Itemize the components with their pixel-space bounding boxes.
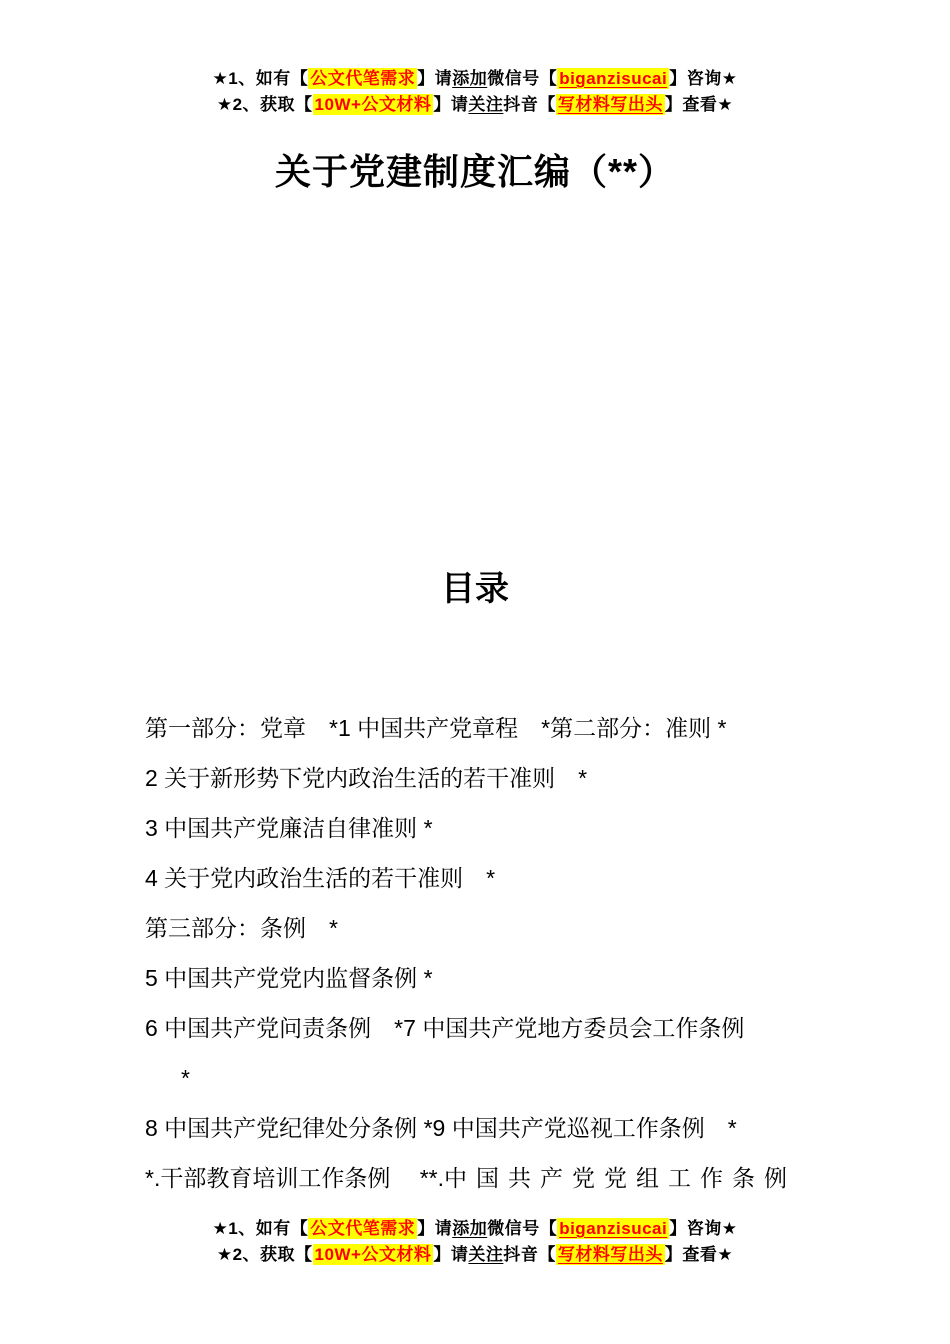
promo-segment: ★1、如有【	[212, 1219, 309, 1238]
page-title: 关于党建制度汇编（**）	[274, 151, 676, 192]
toc-line-text: 4 关于党内政治生活的若干准则 *	[145, 865, 496, 891]
promo-segment: ★1、如有【	[212, 69, 309, 88]
promo-segment: 添加	[452, 1219, 488, 1238]
promo-segment: 】请	[433, 1245, 469, 1264]
toc-line-text: 6 中国共产党问责条例 *7 中国共产党地方委员会工作条例	[145, 1015, 745, 1041]
promo-segment: 】咨询★	[669, 69, 738, 88]
promo-segment: biganzisucai	[559, 69, 668, 88]
toc-line	[145, 953, 835, 1003]
toc-line-text: *.干部教育培训工作条例 **.	[145, 1165, 445, 1191]
toc-list	[145, 703, 835, 1203]
promo-segment: 】查看★	[664, 1245, 734, 1264]
promo-segment: 抖音【	[503, 1245, 556, 1264]
toc-line-text: 第三部分：条例 *	[145, 915, 338, 941]
promo-header-line-2	[0, 92, 950, 118]
promo-segment: 】请	[417, 1219, 453, 1238]
promo-segment: 写材料写出头	[557, 95, 663, 114]
promo-segment: 关注	[468, 95, 504, 114]
promo-segment: 抖音【	[503, 95, 556, 114]
promo-segment: 10W+公文材料	[314, 95, 432, 114]
toc-line-text: *	[181, 1065, 190, 1091]
promo-segment: ★2、获取【	[216, 95, 313, 114]
toc-line	[145, 853, 835, 903]
promo-segment: 10W+公文材料	[314, 1245, 432, 1264]
promo-segment: ★2、获取【	[216, 1245, 313, 1264]
promo-footer-line-1	[0, 1216, 950, 1242]
promo-segment: 】咨询★	[669, 1219, 738, 1238]
toc-line-text: 2 关于新形势下党内政治生活的若干准则 *	[145, 765, 588, 791]
toc-line	[145, 1153, 835, 1203]
promo-segment: 添加	[452, 69, 488, 88]
promo-header	[0, 66, 950, 118]
toc-line	[145, 1003, 835, 1053]
promo-segment: biganzisucai	[559, 1219, 668, 1238]
promo-segment: 微信号【	[487, 1219, 558, 1238]
promo-segment: 微信号【	[487, 69, 558, 88]
toc-heading: 目录	[441, 570, 509, 608]
toc-line	[145, 1103, 835, 1153]
promo-segment: 】请	[433, 95, 469, 114]
promo-segment: 关注	[468, 1245, 504, 1264]
toc-line	[145, 803, 835, 853]
toc-line	[145, 703, 835, 753]
promo-segment: 公文代笔需求	[310, 69, 416, 88]
toc-line-text: 5 中国共产党党内监督条例 *	[145, 965, 433, 991]
toc-line	[145, 1053, 835, 1103]
promo-segment: 公文代笔需求	[310, 1219, 416, 1238]
promo-segment: 】请	[417, 69, 453, 88]
promo-header-line-1	[0, 66, 950, 92]
promo-footer	[0, 1216, 950, 1268]
toc-line	[145, 753, 835, 803]
promo-segment: 写材料写出头	[557, 1245, 663, 1264]
promo-segment: 】查看★	[664, 95, 734, 114]
toc-line-text: 中国共产党党组工作条例	[444, 1165, 797, 1191]
toc-line-text: 8 中国共产党纪律处分条例 *9 中国共产党巡视工作条例 *	[145, 1115, 737, 1141]
toc-line	[145, 903, 835, 953]
promo-footer-line-2	[0, 1242, 950, 1268]
toc-line-text: 3 中国共产党廉洁自律准则 *	[145, 815, 433, 841]
toc-line-text: 第一部分：党章 *1 中国共产党章程 *第二部分：准则 *	[145, 715, 727, 741]
